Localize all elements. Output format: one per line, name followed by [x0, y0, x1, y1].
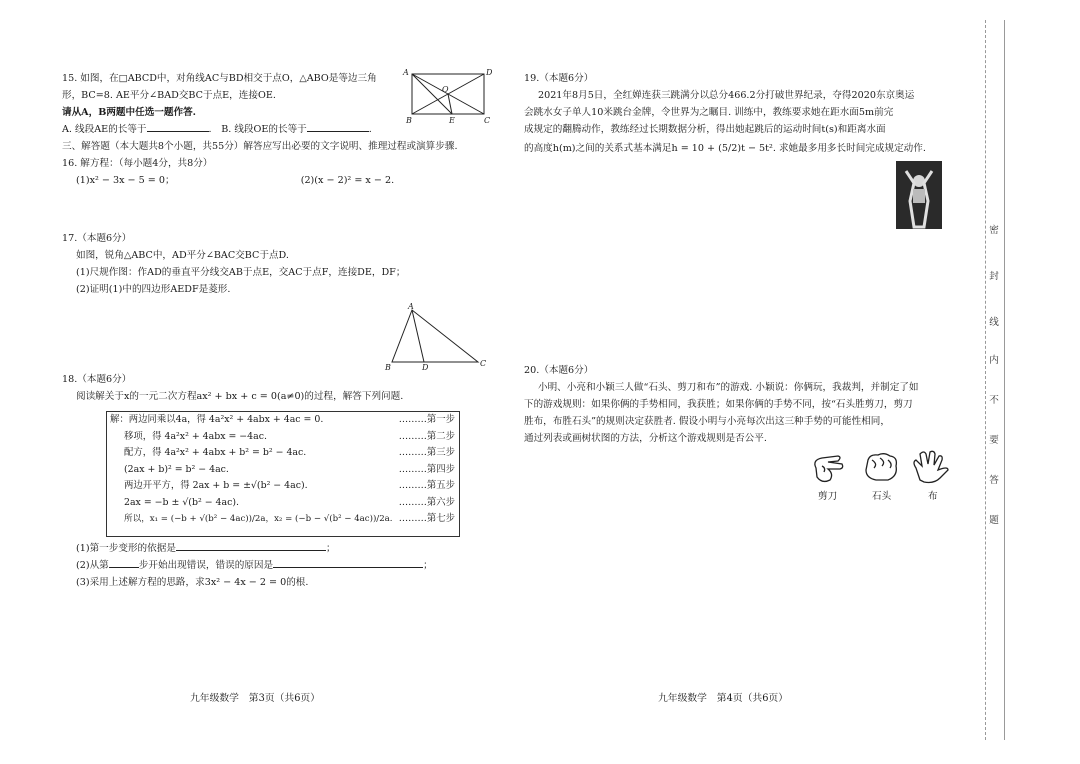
binding-char: 内	[989, 355, 999, 366]
step-text: 配方，得 4a²x² + 4abx + b² = b² − 4ac.	[124, 447, 307, 458]
q17-line1: 如图，锐角△ABC中，AD平分∠BAC交BC于点D.	[76, 250, 289, 261]
q20-line: 胜布，布胜石头”的规则决定获胜者. 假设小明与小亮每次出这三种手势的可能性相同，	[524, 416, 890, 427]
label-a: A	[403, 68, 409, 77]
binding-char: 题	[989, 515, 999, 526]
diver-silhouette-icon	[896, 161, 942, 229]
scissors-hand-icon	[815, 456, 843, 481]
q15-optA: A. 线段AE的长等于	[62, 124, 147, 135]
step-label: ………第一步	[398, 414, 455, 425]
q18-steps	[110, 412, 455, 528]
q15-optB: B. 线段OE的长等于	[221, 124, 307, 135]
binding-char: 线	[989, 317, 999, 328]
q16-title: 16. 解方程：（每小题4分，共8分）	[62, 158, 213, 169]
q18-step-row	[110, 495, 455, 512]
q15-line3: 请从A，B两题中任选一题作答.	[62, 107, 197, 118]
q20-title: 20.（本题6分）	[524, 365, 594, 376]
label-e: E	[449, 116, 455, 124]
triangle-abc	[392, 310, 478, 362]
q17-line3: (2)证明(1)中的四边形AEDF是菱形.	[76, 284, 231, 295]
label-b: B	[385, 363, 391, 372]
q20-line: 小明、小亮和小颖三人做“石头、剪刀和布”的游戏. 小颖说：你俩玩，我裁判，并制定了如	[538, 382, 919, 393]
q18-sub1-text: (1)第一步变形的依据是	[76, 543, 176, 554]
right-column	[524, 70, 954, 447]
footer-left: 九年级数学 第3页（共6页）	[190, 693, 321, 704]
q16-parts	[62, 172, 462, 189]
label-c: C	[480, 359, 487, 368]
q20-line: 下的游戏规则：如果你俩的手势相同，我获胜；如果你俩的手势不同，按“石头胜剪刀，剪刀	[524, 399, 913, 410]
footer-right: 九年级数学 第4页（共6页）	[658, 693, 789, 704]
q15-blankA[interactable]	[147, 121, 209, 132]
q16-p2: (2)(x − 2)² = x − 2.	[300, 175, 395, 186]
q16-p1: (1)x² − 3x − 5 = 0；	[76, 175, 175, 186]
q18-sub2-text-b: 步开始出现错误，错误的原因是	[138, 560, 274, 571]
q19-line: 会跳水女子单人10米跳台金牌，令世界为之瞩目. 训练中，教练要求她在距水面5m前完	[524, 107, 894, 118]
q18-sub3: (3)采用上述解方程的思路，求3x² − 4x − 2 = 0的根.	[76, 577, 309, 588]
binding-strip	[985, 20, 1005, 740]
q18-subquestions	[76, 540, 476, 591]
q18-intro: 阅读解关于x的一元二次方程ax² + bx + c = 0(a≠0)的过程，解答下列问题.	[76, 391, 404, 402]
q18-step-row	[110, 445, 455, 462]
q18-step-row	[110, 478, 455, 495]
q15-blankB[interactable]	[307, 121, 369, 132]
step-text: 解：两边同乘以4a，得 4a²x² + 4abx + 4ac = 0.	[110, 414, 324, 425]
q15-line2: 形，BC=8. AE平分∠BAD交BC于点E，连接OE.	[62, 90, 276, 101]
q17-line2: (1)尺规作图：作AD的垂直平分线交AB于点E，交AC于点F，连接DE，DF；	[76, 267, 406, 278]
scissors-label: 剪刀	[818, 491, 838, 502]
label-b: B	[406, 116, 412, 124]
q15-figure	[400, 66, 496, 124]
step-label: ………第六步	[398, 496, 455, 508]
diver-photo	[896, 161, 942, 229]
rock-label: 石头	[872, 491, 892, 502]
q15-options: A. 线段AE的长等于 . B. 线段OE的长等于 .	[62, 121, 462, 138]
q15-line1: 15. 如图，在□ABCD中，对角线AC与BD相交于点O，△ABO是等边三角	[62, 73, 377, 84]
q18-sub2: (2)从第 步开始出现错误，错误的原因是 ；	[76, 557, 476, 574]
hand-gestures	[808, 448, 958, 488]
q19-title: 19.（本题6分）	[524, 73, 594, 84]
rock-hand-icon	[866, 454, 896, 480]
label-c: C	[484, 116, 491, 124]
q18-step-row	[110, 429, 455, 446]
step-text: 移项，得 4a²x² + 4abx = −4ac.	[124, 430, 267, 442]
label-d: D	[486, 68, 493, 77]
step-label: ………第七步	[398, 513, 455, 524]
paper-hand-icon	[914, 451, 948, 482]
step-text: 2ax = −b ± √(b² − 4ac).	[124, 496, 239, 508]
q18-sub2-text-a: (2)从第	[76, 560, 109, 571]
q20-line: 通过列表或画树状图的方法，分析这个游戏规则是否公平.	[524, 433, 767, 444]
q18-title: 18.（本题6分）	[62, 374, 132, 385]
q18-sub2-blank2[interactable]	[273, 557, 423, 568]
binding-char: 不	[989, 395, 999, 406]
label-o: O	[442, 85, 449, 94]
binding-char: 要	[989, 435, 999, 446]
label-a: A	[408, 302, 414, 311]
binding-char: 答	[989, 475, 999, 486]
q18-sub1-blank[interactable]	[176, 540, 326, 551]
q18-sub1: (1)第一步变形的依据是 ；	[76, 540, 476, 557]
binding-char: 密	[989, 225, 999, 236]
section3-heading: 三、解答题（本大题共8个小题，共55分）解答应写出必要的文字说明、推理过程或演算步骤.	[62, 141, 458, 152]
step-text: 两边开平方，得 2ax + b = ±√(b² − 4ac).	[124, 480, 308, 491]
q17-title: 17.（本题6分）	[62, 233, 132, 244]
step-text: 所以，x₁ = (−b + √(b² − 4ac))/2a，x₂ = (−b − √(b² − 4ac))/2a.	[124, 514, 393, 524]
label-d: D	[422, 363, 429, 372]
q18-step-row	[110, 511, 455, 528]
q19-line: 的高度h(m)之间的关系式基本满足h = 10 + (5/2)t − 5t². 求她最多用多长时间完成规定动作.	[524, 143, 926, 154]
q17-figure	[380, 300, 490, 372]
q18-step-row	[110, 412, 455, 429]
step-label: ………第三步	[398, 447, 455, 458]
step-label: ………第四步	[398, 463, 455, 475]
segment-ae	[412, 74, 452, 114]
q19-line: 2021年8月5日，全红婵连获三跳满分以总分466.2分打破世界纪录，夺得2020东京奥运	[538, 90, 915, 101]
step-label: ………第五步	[398, 480, 455, 491]
step-label: ………第二步	[398, 430, 455, 442]
q18-step-row	[110, 462, 455, 479]
paper-label: 布	[928, 491, 938, 502]
q18-sub2-blank1[interactable]	[109, 557, 139, 568]
step-text: (2ax + b)² = b² − 4ac.	[124, 463, 229, 475]
binding-char: 封	[989, 271, 999, 282]
q19-line: 成规定的翻腾动作，教练经过长期数据分析，得出她起跳后的运动时间t(s)和距离水面	[524, 124, 886, 135]
